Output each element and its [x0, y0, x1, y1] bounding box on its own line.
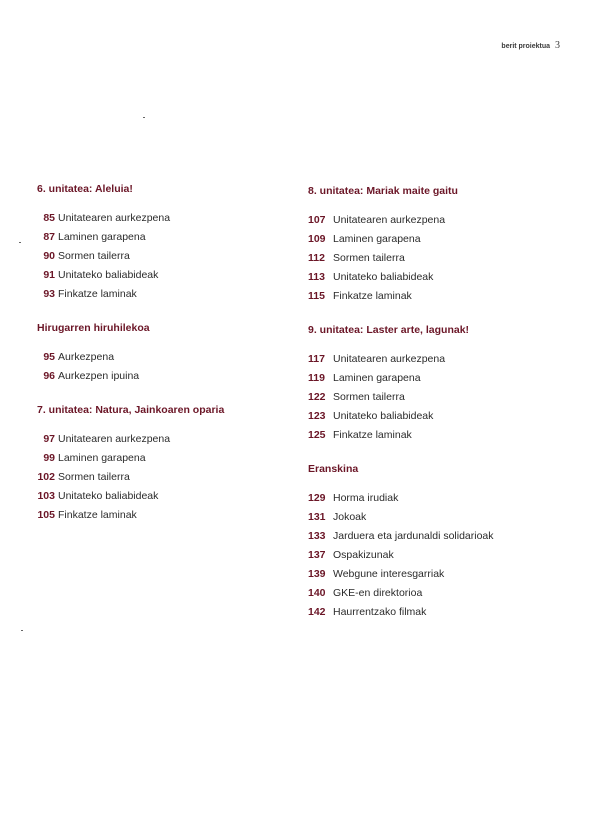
toc-entry[interactable] [37, 266, 287, 285]
toc-entry[interactable] [37, 449, 287, 468]
entry-title: Laminen garapena [333, 233, 421, 245]
toc-left-column [37, 183, 287, 543]
toc-entry[interactable] [308, 230, 558, 249]
toc-section [308, 324, 558, 445]
entry-title: Unitateko baliabideak [58, 269, 159, 281]
entry-page: 131 [308, 511, 326, 523]
entry-title: Unitateko baliabideak [58, 490, 159, 502]
entry-page: 139 [308, 568, 326, 580]
entry-title: Aurkezpena [58, 351, 115, 363]
toc-section [37, 404, 287, 525]
section-title: 8. unitatea: Mariak maite gaitu [308, 185, 458, 197]
entry-title: Unitatearen aurkezpena [58, 212, 171, 224]
entry-page: 85 [43, 212, 55, 224]
entry-page: 90 [43, 250, 55, 262]
toc-entry[interactable] [308, 407, 558, 426]
toc-entry[interactable] [37, 430, 287, 449]
toc-entry[interactable] [37, 285, 287, 304]
entry-title: Aurkezpen ipuina [58, 370, 140, 382]
section-title: 7. unitatea: Natura, Jainkoaren oparia [37, 404, 225, 416]
entry-title: Webgune interesgarriak [333, 568, 445, 580]
toc-entry[interactable] [308, 546, 558, 565]
toc-section [37, 322, 287, 386]
entry-page: 125 [308, 429, 326, 441]
scan-speck [21, 630, 23, 631]
entry-page: 115 [308, 290, 325, 302]
page-number: 3 [555, 40, 560, 51]
toc-entry[interactable] [37, 228, 287, 247]
toc-entry[interactable] [308, 603, 558, 622]
entry-title: Finkatze laminak [333, 290, 412, 302]
toc-entry[interactable] [308, 287, 558, 306]
toc-entry[interactable] [308, 527, 558, 546]
section-title: 6. unitatea: Aleluia! [37, 183, 133, 195]
entry-page: 102 [37, 471, 55, 483]
scan-speck [19, 242, 21, 243]
running-head [501, 40, 560, 51]
entry-page: 87 [43, 231, 55, 243]
entry-page: 122 [308, 391, 326, 403]
toc-entry[interactable] [308, 584, 558, 603]
entry-title: Laminen garapena [333, 372, 421, 384]
entry-title: Sormen tailerra [58, 471, 130, 483]
toc-entry[interactable] [37, 367, 287, 386]
entry-page: 119 [308, 372, 325, 384]
scan-speck [143, 117, 145, 118]
entry-page: 109 [308, 233, 326, 245]
entry-title: Sormen tailerra [58, 250, 130, 262]
entry-page: 140 [308, 587, 326, 599]
entry-page: 123 [308, 410, 326, 422]
entry-page: 113 [308, 271, 325, 283]
entry-title: Jarduera eta jardunaldi solidarioak [333, 530, 494, 542]
entry-page: 137 [308, 549, 326, 561]
toc-entry[interactable] [37, 247, 287, 266]
entry-page: 93 [43, 288, 55, 300]
toc-entry[interactable] [308, 388, 558, 407]
toc-section [37, 183, 287, 304]
entry-title: Haurrentzako filmak [333, 606, 427, 618]
entry-title: Sormen tailerra [333, 252, 405, 264]
running-head-text: berit proiektua [501, 43, 551, 50]
entry-page: 112 [308, 252, 325, 264]
section-title: Hirugarren hiruhilekoa [37, 322, 150, 334]
toc-entry[interactable] [308, 249, 558, 268]
entry-page: 142 [308, 606, 326, 618]
toc-entry[interactable] [308, 508, 558, 527]
entry-title: Laminen garapena [58, 452, 146, 464]
entry-title: Unitatearen aurkezpena [333, 353, 446, 365]
entry-title: Horma irudiak [333, 492, 399, 504]
entry-page: 129 [308, 492, 326, 504]
entry-title: Sormen tailerra [333, 391, 405, 403]
entry-page: 99 [43, 452, 55, 464]
toc-entry[interactable] [37, 348, 287, 367]
entry-title: Unitateko baliabideak [333, 271, 434, 283]
entry-page: 103 [37, 490, 55, 502]
section-title: 9. unitatea: Laster arte, lagunak! [308, 324, 470, 336]
toc-entry[interactable] [308, 350, 558, 369]
entry-page: 117 [308, 353, 325, 365]
toc-entry[interactable] [308, 369, 558, 388]
toc-entry[interactable] [37, 209, 287, 228]
entry-title: Finkatze laminak [333, 429, 412, 441]
toc-entry[interactable] [308, 426, 558, 445]
toc-section [308, 185, 558, 306]
entry-title: Unitatearen aurkezpena [58, 433, 171, 445]
entry-title: Unitateko baliabideak [333, 410, 434, 422]
toc-entry[interactable] [37, 487, 287, 506]
entry-page: 97 [43, 433, 55, 445]
entry-page: 133 [308, 530, 326, 542]
entry-title: Laminen garapena [58, 231, 146, 243]
entry-title: GKE-en direktorioa [333, 587, 423, 599]
entry-title: Jokoak [333, 511, 367, 523]
entry-page: 95 [43, 351, 55, 363]
toc-entry[interactable] [308, 565, 558, 584]
entry-title: Finkatze laminak [58, 288, 137, 300]
section-title: Eranskina [308, 463, 359, 475]
toc-right-column [308, 185, 558, 640]
entry-title: Finkatze laminak [58, 509, 137, 521]
toc-entry[interactable] [308, 489, 558, 508]
entry-page: 91 [43, 269, 55, 281]
toc-section [308, 463, 558, 622]
entry-title: Unitatearen aurkezpena [333, 214, 446, 226]
toc-entry[interactable] [308, 211, 558, 230]
entry-page: 96 [43, 370, 55, 382]
toc-entry[interactable] [37, 506, 287, 525]
toc-entry[interactable] [37, 468, 287, 487]
toc-entry[interactable] [308, 268, 558, 287]
entry-title: Ospakizunak [333, 549, 394, 561]
entry-page: 105 [37, 509, 55, 521]
entry-page: 107 [308, 214, 326, 226]
